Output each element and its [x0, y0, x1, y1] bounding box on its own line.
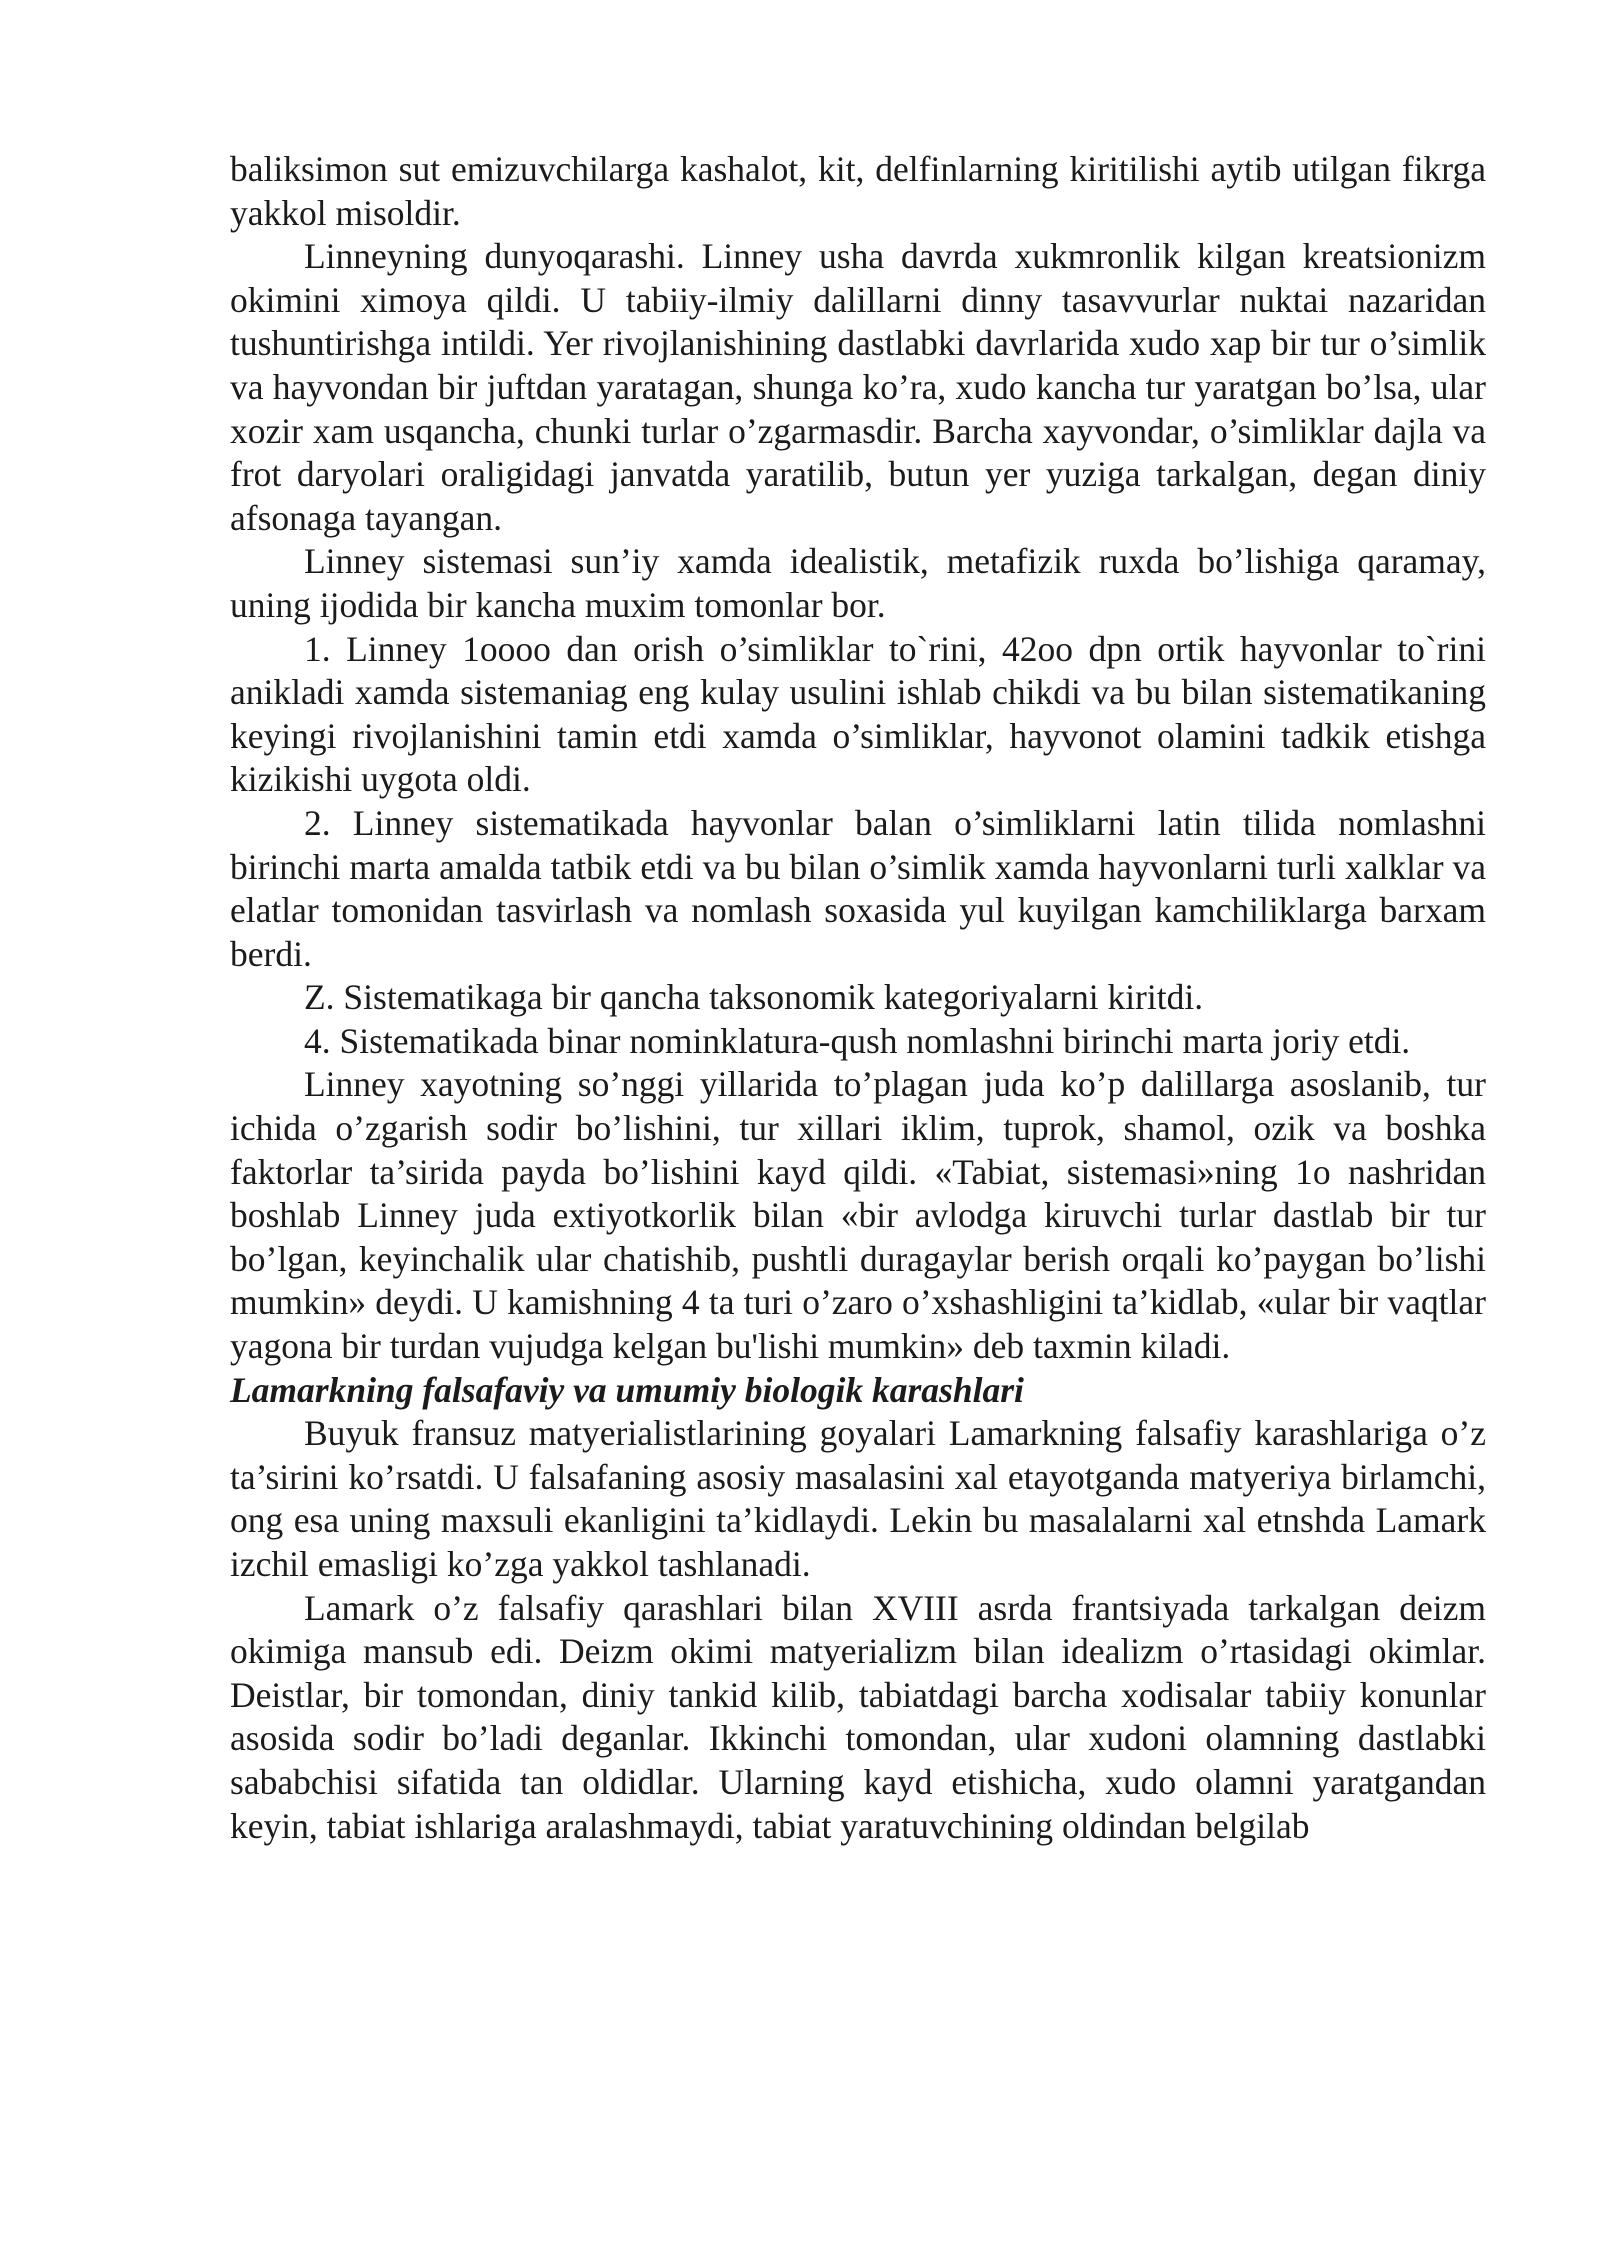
paragraph-linney-system: Linney sistemasi sun’iy xamda idealistik, metafizik ruxda bo’lishiga qaramay, uning ijodida bir kancha muxim tomonlar bor.	[230, 541, 1486, 625]
paragraph-lamark-materialists: Buyuk fransuz matyerialistlarining goyalari Lamarkning falsafiy karashlariga o’z ta’sirini ko’rsatdi. U falsafaning asosiy masalasini xal etayotganda matyeriya birlamchi, ong esa uning maxsuli ekanligini ta’kidlaydi. Lekin bu masalalarni xal etnshda Lamark izchil emasligi ko’zga yakkol tashlanadi.	[230, 1413, 1486, 1584]
paragraph-linney-late-years: Linney xayotning so’nggi yillarida to’plagan juda ko’p dalillarga asoslanib, tur ichida o’zgarish sodir bo’lishini, tur xillari iklim, tuprok, shamol, ozik va boshka faktorlar ta’sirida payda bo’lishini kayd qildi. «Tabiat, sistemasi»ning 1o nashridan boshlab Linney juda extiyotkorlik bilan «bir avlodga kiruvchi turlar dastlab bir tur bo’lgan, keyinchalik ular chatishib, pushtli duragaylar berish orqali ko’paygan bo’lishi mumkin» deydi. U kamishning 4 ta turi o’zaro o’xshashligini ta’kidlab, «ular bir vaqtlar yagona bir turdan vujudga kelgan bu'lishi mumkin» deb taxmin kiladi.	[230, 1064, 1486, 1367]
paragraph-continuation: baliksimon sut emizuvchilarga kashalot, kit, delfinlarning kiritilishi aytib utilgan fikrga yakkol misoldir.	[230, 149, 1486, 233]
paragraph-linney-worldview: Linneyning dunyoqarashi. Linney usha davrda xukmronlik kilgan kreatsionizm okimini ximoya qildi. U tabiiy-ilmiy dalillarni dinny tasavvurlar nuktai nazaridan tushuntirishga intildi. Yer rivojlanishining dastlabki davrlarida xudo xap bir tur o’simlik va hayvondan bir juftdan yaratagan, shunga ko’ra, xudo kancha tur yaratgan bo’lsa, ular xozir xam usqancha, chunki turlar o’zgarmasdir. Barcha xayvondar, o’simliklar dajla va frot daryolari oraligidagi janvatda yaratilib, butun yer yuziga tarkalgan, degan diniy afsonaga tayangan.	[230, 236, 1486, 538]
list-item-1: 1. Linney 1oooo dan orish o’simliklar to`rini, 42oo dpn ortik hayvonlar to`rini anikladi xamda sistemaniag eng kulay usulini ishlab chikdi va bu bilan sistematikaning keyingi rivojlanishini tamin etdi xamda o’simliklar, hayvonot olamini tadkik etishga kizikishi uygota oldi.	[230, 628, 1486, 800]
document-page	[230, 148, 1486, 1848]
list-item-2: 2. Linney sistematikada hayvonlar balan o’simliklarni latin tilida nomlashni birinchi marta amalda tatbik etdi va bu bilan o’simlik xamda hayvonlarni turli xalklar va elatlar tomonidan tasvirlash va nomlash soxasida yul kuyilgan kamchiliklarga barxam berdi.	[230, 802, 1486, 974]
list-item-3: Z. Sistematikaga bir qancha taksonomik kategoriyalarni kiritdi.	[304, 977, 1204, 1018]
section-heading: Lamarkning falsafaviy va umumiy biologik karashlari	[230, 1369, 1024, 1410]
paragraph-lamark-deism: Lamark o’z falsafiy qarashlari bilan XVIII asrda frantsiyada tarkalgan deizm okimiga mansub edi. Deizm okimi matyerializm bilan idealizm o’rtasidagi okimlar. Deistlar, bir tomondan, diniy tankid kilib, tabiatdagi barcha xodisalar tabiiy konunlar asosida sodir bo’ladi deganlar. Ikkinchi tomondan, ular xudoni olamning dastlabki sababchisi sifatida tan oldidlar. Ularning kayd etishicha, xudo olamni yaratgandan keyin, tabiat ishlariga aralashmaydi, tabiat yaratuvchining oldindan belgilab	[230, 1587, 1486, 1846]
list-item-4: 4. Sistematikada binar nominklatura-qush nomlashni birinchi marta joriy etdi.	[304, 1020, 1411, 1061]
